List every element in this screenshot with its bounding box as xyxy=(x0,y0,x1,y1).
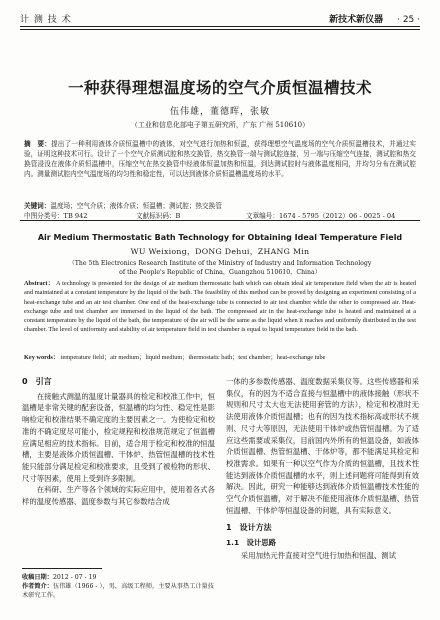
footnote-rule xyxy=(22,568,102,569)
body-paragraph: 在接触式测温的温度计量器具的检定和校准工作中，恒温槽是非常关键的配套设备，恒温槽的均匀性、稳定性是影响检定和校准结果不确定度的主要因素之一。为使检定和校准的不确定度尽可能小，检定规程和校准规范规定了恒温槽应满足相应的技术指标。目前，适合用于检定和校准的恒温槽，主要是液体介质恒温槽、干体炉、热管恒温槽的技术性能只能部分满足检定和校准要求，且受到了被检物的形状、尺寸等因素，使用上受到许多限制。 xyxy=(22,391,215,483)
abstract-rule xyxy=(20,220,420,221)
affiliation-en-line2: of the People's Republic of China，Guangzhou 510610，China） xyxy=(119,269,321,276)
keywords-en xyxy=(24,352,416,361)
running-header xyxy=(20,8,420,26)
authors-en: WU Weixiong，DONG Dehui，ZHANG Min xyxy=(130,247,310,256)
page-number: · 25 · xyxy=(397,15,420,25)
document-code: 文献标识码：B xyxy=(136,212,181,220)
keywords-en-label: Key words： xyxy=(24,354,60,361)
body-paragraph: 一体的多参数传感器、温度数据采集仪等。这些传感器和采集仪，有的因为不适合直接与恒温槽中的液体接触（形状不规则和尺寸太大也无法使用套管的方法），检定和校准时无法使用液体介质恒温槽；也有的因为技术指标高或形状不规则、尺寸大等原因，无法使用干体炉或热管恒温槽。为了适应这些需要或采集仪，目前国内外所有的恒温设备，如液体介质恒温槽、热管恒温槽、干体炉等，都不能满足其检定和校准需求。如果有一种以空气作为介质的恒温槽，且技术性能达到液体介质恒温槽的水平，则上述问题将可能得到有效解决。因此，研究一种能够达到液体介质恒温槽技术性能的空气介质恒温槽，对于解决不能使用液体介质恒温槽、热管恒温槽、干体炉等恒温设备的问题，具有实际意义。 xyxy=(226,377,419,515)
keywords-cn xyxy=(24,200,416,210)
received-label: 收稿日期： xyxy=(22,574,53,581)
paper-title-cn: 一种获得理想温度场的空气介质恒温槽技术 xyxy=(67,79,372,97)
section-heading-design-method: 1 设计方法 xyxy=(226,523,272,533)
classification-line xyxy=(24,210,416,220)
keywords-en-text: temperature field；air medium；liquid medium；thermostatic bath；test chamber；heat-exchange tube xyxy=(60,354,326,361)
column-name xyxy=(329,12,420,25)
header-rule xyxy=(20,26,420,27)
clc-number: 中图分类号：TB 942 xyxy=(24,212,88,220)
journal-section: 计 测 技 术 xyxy=(20,15,72,25)
abstract-en-label: Abstract： xyxy=(24,280,55,287)
abstract-en-text: A technology is presented for the design of air medium thermostatic bath which can obtain ideal air temperature field when the air is heated and maintained at a constant temperature by the liquid of the bath. The feasibility of this method can be proved by designing an experiment consisting of a heat-exchange tube and an air test chamber. One end of the heat-exchange tube is connected to air test chamber while the other to compressed air. Heat-exchange tube and test chamber are immersed in the liquid of the bath. The compressed air in the heat-exchange tube is heated and maintained at a constant temperature by the liquid of the bath, the temperature of the air will be the same as the liquid when it reaches and uniformly distributed in the test chamber. The level of uniformity and stability of air temperature field in test chamber is equal to liquid temperature field in the bath. xyxy=(24,280,416,334)
author-bio-text: 伍伟雄（1966 - ），男，高级工程师，主要从事热工计量技术研究工作。 xyxy=(22,583,214,599)
header-rule-thin xyxy=(20,29,420,30)
section-heading-introduction: 0 引言 xyxy=(22,377,52,386)
paper-title-en: Air Medium Thermostatic Bath Technology for Obtaining Ideal Temperature Field xyxy=(37,233,403,242)
body-paragraph: 在科研、生产等各个领域的实际应用中，使用着各式各样的温度传感器、温度参数与其它参数结合成 xyxy=(22,485,215,507)
article-number: 文章编号：1674 - 5795（2012）06 - 0025 - 04 xyxy=(246,212,396,220)
body-column-right xyxy=(226,376,419,562)
author-bio-label: 作者简介： xyxy=(22,583,53,590)
abstract-cn xyxy=(24,139,416,179)
keywords-cn-text: 温度场；空气介质；液体介质；恒温槽；测试腔；热交换管 xyxy=(50,202,222,210)
abstract-cn-label: 摘 要： xyxy=(24,140,52,148)
author-bio xyxy=(22,582,215,600)
abstract-en xyxy=(24,279,416,335)
affiliation-en-line1: （The 5th Electronics Research Institute of the Ministry of Industry and Information Technology xyxy=(68,260,372,267)
footnote xyxy=(22,573,215,600)
abstract-cn-text: 提出了一种利用液体介质恒温槽中的液体，对空气进行加热和恒温，获得理想空气温度场的空气介质恒温槽技术，并通过实验，证明这种技术可行。设计了一个空气介质测试腔和热交换管，热交换管一端与测试腔连接，另一端与压缩空气连接，测试腔和热交换管浸没在液体介质恒温槽中，压缩空气在热交换管中经液体恒温加热和恒温，到达测试腔时与液体温度相同，并均匀分布在测试腔内。测量测试腔内空气温度场的均匀性和稳定性，可以达到液体介质恒温槽温度场的水平。 xyxy=(24,140,416,178)
affiliation-cn: （工业和信息化部电子第五研究所，广东 广州 510610） xyxy=(130,121,310,129)
body-column-left xyxy=(22,376,215,508)
keywords-cn-label: 关键词： xyxy=(24,202,51,210)
received-date xyxy=(22,573,215,582)
body-paragraph: 采用加热元件直接对空气进行加热和恒温、测试 xyxy=(240,550,397,560)
received-value: 2012 - 07 - 19 xyxy=(52,574,97,581)
journal-column: 新技术新仪器 xyxy=(329,15,384,25)
subsection-heading-design-idea: 1.1 设计思路 xyxy=(226,538,277,548)
authors-cn: 伍伟雄，董德晖，张敏 xyxy=(169,107,270,117)
